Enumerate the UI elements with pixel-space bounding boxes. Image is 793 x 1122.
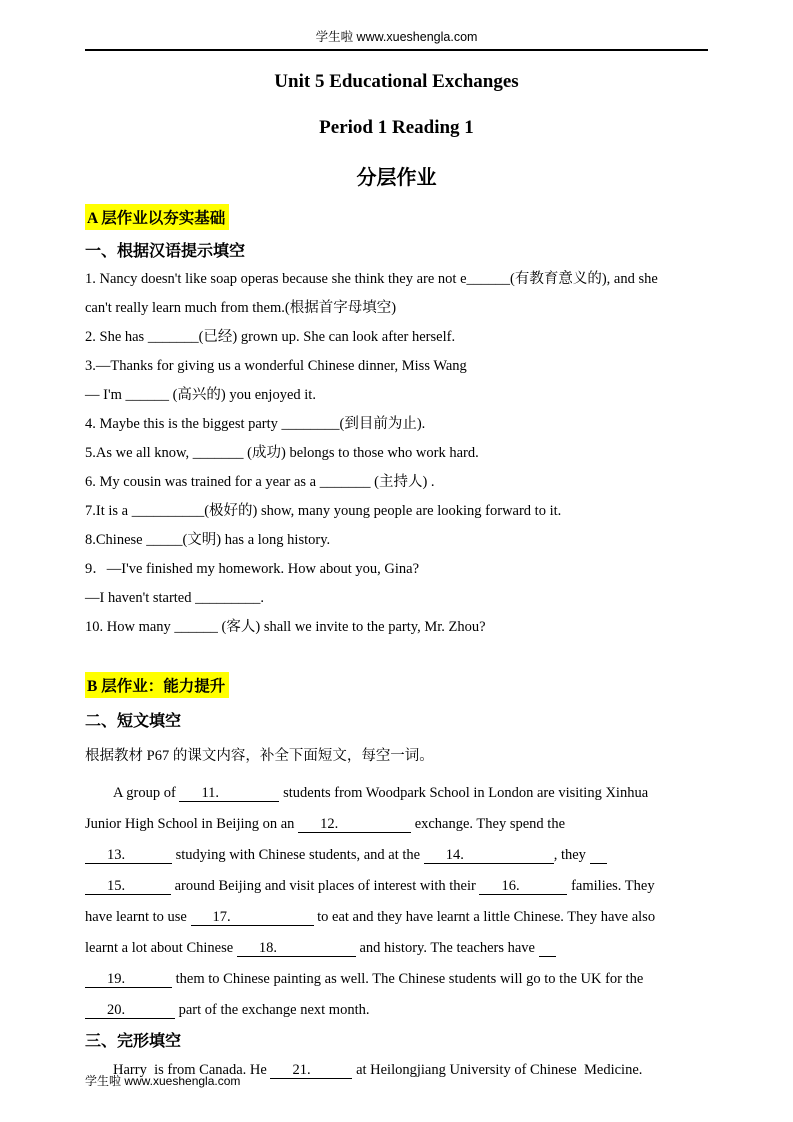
exercise-line: — I'm ______ (高兴的) you enjoyed it.: [85, 387, 316, 403]
fill-blank: 15.: [85, 878, 171, 895]
fill-blank: 20.: [85, 1002, 175, 1019]
fill-blank: 17.: [191, 909, 314, 926]
header-rule: [85, 49, 708, 51]
exercise-line: 2. She has _______(已经) grown up. She can look after herself.: [85, 329, 456, 345]
passage-line: 20. part of the exchange next month.: [85, 995, 708, 1026]
fill-blank: [590, 847, 607, 864]
exercise-line: 1. Nancy doesn't like soap operas because she think they are not e______(有教育意义的), and she: [85, 271, 658, 287]
exercise-line: 8.Chinese _____(文明) has a long history.: [85, 532, 331, 548]
exercise-line: can't really learn much from them.(根据首字母填空): [85, 300, 397, 316]
exercise-line: 5.As we all know, _______ (成功) belongs to those who work hard.: [85, 445, 479, 461]
passage-line: 15. around Beijing and visit places of interest with their 16. families. They: [85, 871, 708, 902]
footer-site-label: 学生啦 www.xueshengla.com: [85, 1074, 241, 1088]
fill-blank: [539, 940, 556, 957]
assignment-subtitle: 分层作业: [356, 167, 437, 189]
fill-blank: 18.: [237, 940, 356, 957]
exercise-line: 4. Maybe this is the biggest party ________(到目前为止).: [85, 416, 426, 432]
section-a-badge: A 层作业以夯实基础: [85, 204, 229, 230]
passage-line: 13. studying with Chinese students, and at the 14. , they: [85, 840, 708, 871]
exercise-line: 3.—Thanks for giving us a wonderful Chinese dinner, Miss Wang: [85, 358, 467, 374]
fill-blank: 14.: [424, 847, 554, 864]
passage-line: 19. them to Chinese painting as well. The Chinese students will go to the UK for the: [85, 964, 708, 995]
section-b-passage: [85, 778, 708, 1026]
section-b: [85, 642, 708, 1026]
exercise-line: 9．—I've finished my homework. How about you, Gina?: [85, 561, 420, 577]
fill-blank: 12.: [298, 816, 411, 833]
exercise-line: 10. How many ______ (客人) shall we invite to the party, Mr. Zhou?: [85, 619, 486, 635]
period-title: Period 1 Reading 1: [319, 117, 474, 138]
section-b-instruction: 根据教材 P67 的课文内容，补全下面短文，每空一词。: [85, 748, 434, 764]
fill-blank: 16.: [479, 878, 567, 895]
passage-line: Junior High School in Beijing on an 12. exchange. They spend the: [85, 816, 566, 832]
section-a: [85, 190, 708, 642]
exercise-line: —I haven't started _________.: [85, 590, 264, 606]
header-site-label: 学生啦 www.xueshengla.com: [315, 30, 478, 44]
section-a-heading: 一、根据汉语提示填空: [85, 243, 246, 260]
fill-blank: 13.: [85, 847, 172, 864]
exercise-line: 7.It is a __________(极好的) show, many young people are looking forward to it.: [85, 503, 562, 519]
section-c-heading: 三、完形填空: [85, 1033, 182, 1050]
section-b-heading: 二、短文填空: [85, 713, 182, 730]
passage-line: have learnt to use 17. to eat and they have learnt a little Chinese. They have also: [85, 909, 656, 925]
fill-blank: 11.: [179, 785, 279, 802]
passage-line: Harry is from Canada. He 21. at Heilongjiang University of Chinese Medicine.: [113, 1062, 643, 1078]
fill-blank: 19.: [85, 971, 172, 988]
passage-line: A group of 11. students from Woodpark School in London are visiting Xinhua: [113, 785, 649, 801]
fill-blank: 21.: [270, 1062, 352, 1079]
exercise-line: 6. My cousin was trained for a year as a _______ (主持人) .: [85, 474, 435, 490]
unit-title: Unit 5 Educational Exchanges: [274, 71, 519, 92]
section-a-exercise-lines: [85, 265, 708, 642]
section-b-badge: B 层作业：能力提升: [85, 672, 229, 698]
passage-line: learnt a lot about Chinese 18. and history. The teachers have: [85, 933, 708, 964]
